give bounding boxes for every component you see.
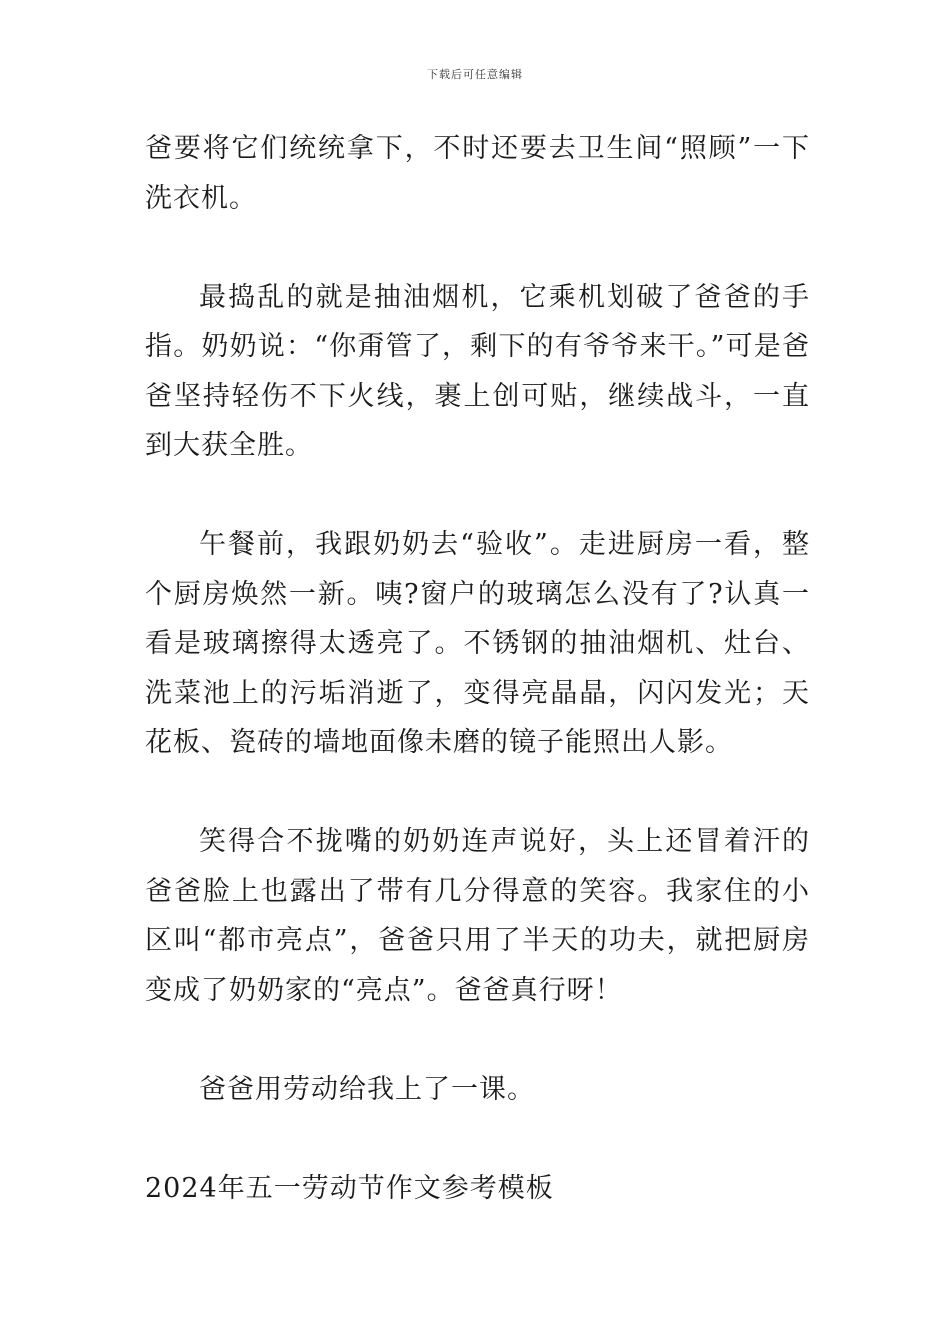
paragraph-lesson: 爸爸用劳动给我上了一课。 [199,1073,535,1105]
paragraph-range-hood: 最捣乱的就是抽油烟机，它乘机划破了爸爸的手指。奶奶说：“你甭管了，剩下的有爷爷来干。”可是爸爸坚持轻伤不下火线，裹上创可贴，继续战斗，一直到大获全胜。 [145,281,810,461]
document-body [145,124,810,1213]
section-heading: 2024年五一劳动节作文参考模板 [145,1172,554,1204]
paragraph-grandma-smile: 笑得合不拢嘴的奶奶连声说好，头上还冒着汗的爸爸脸上也露出了带有几分得意的笑容。我家住的小区叫“都市亮点”，爸爸只用了半天的功夫，就把厨房变成了奶奶家的“亮点”。爸爸真行呀！ [145,826,810,1006]
paragraph-inspection: 午餐前，我跟奶奶去“验收”。走进厨房一看，整个厨房焕然一新。咦?窗户的玻璃怎么没有了?认真一看是玻璃擦得太透亮了。不锈钢的抽油烟机、灶台、洗菜池上的污垢消逝了，变得亮晶晶，闪闪发光；天花板、瓷砖的墙地面像未磨的镜子能照出人影。 [145,529,810,758]
paragraph-continuation: 爸要将它们统统拿下，不时还要去卫生间“照顾”一下洗衣机。 [145,133,810,214]
header-note: 下载后可任意编辑 [427,68,523,81]
